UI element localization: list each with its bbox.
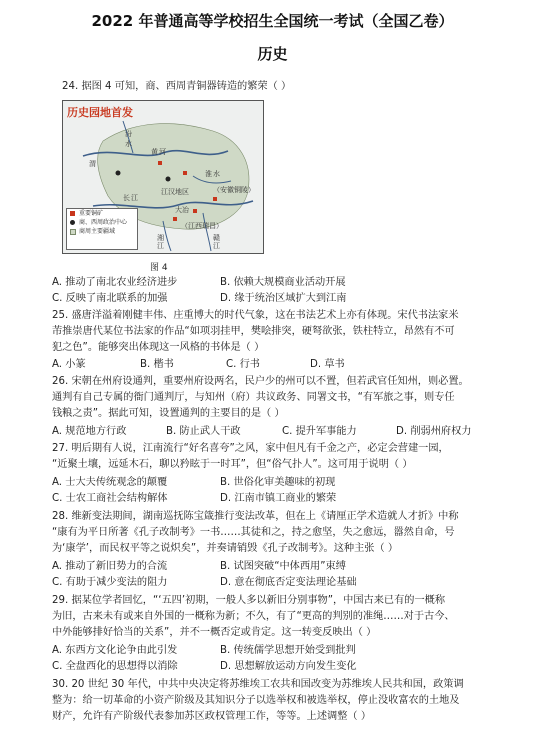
q29-line: 29. 据某位学者回忆，“‘五四’初期，一般人多以新旧分别事物”，中国古来已有的一概称 xyxy=(52,595,446,606)
map-label: 渭 xyxy=(89,160,96,168)
q27-line: 27. 明后期有人说，江南流行“好名喜夸”之风，家中但凡有千金之产，必定会营建一园， xyxy=(52,443,449,454)
q28-line: “康有为平日所著《孔子改制考》一书……其徒和之，持之愈坚，失之愈远，嚣然自命，号 xyxy=(52,527,455,538)
copper-mine-marker xyxy=(158,161,162,165)
q24-option-b: B. 依赖大规模商业活动开展 xyxy=(220,277,346,288)
q24-map xyxy=(62,100,264,254)
q25-line: 芾推崇唐代某位书法家的作品“如项羽挂甲，樊哙排突，硬弩欲张，铁柱特立，昂然有不可 xyxy=(52,326,455,337)
q27-option-d: D. 江南市镇工商业的繁荣 xyxy=(220,493,337,504)
q29-line: 中外能够排好恰当的关系”，并不一概否定或肯定。这一转变反映出（ ） xyxy=(52,627,377,638)
q30-line: 30. 20 世纪 30 年代，中共中央决定将苏维埃工农共和国改变为苏维埃人民共和国，政策调 xyxy=(52,679,464,690)
q24-stem: 24. 据图 4 可知，商、西周青铜器铸造的繁荣（ ） xyxy=(62,81,292,92)
copper-mine-marker xyxy=(183,171,187,175)
q25-line: 犯之色”。能够突出体现这一风格的书体是（ ） xyxy=(52,342,265,353)
q27-option-b: B. 世俗化审美趣味的初现 xyxy=(220,477,336,488)
copper-mine-marker xyxy=(173,217,177,221)
q24-option-a: A. 推动了南北农业经济进步 xyxy=(52,277,178,288)
map-label: 江 xyxy=(213,242,220,250)
territory-symbol xyxy=(70,229,76,235)
map-label: 长 xyxy=(123,194,130,202)
q28-option-a: A. 推动了新旧势力的合流 xyxy=(52,561,168,572)
map-label: 湘 xyxy=(157,234,164,242)
map-label: 江 xyxy=(157,242,164,250)
legend-item: 商、西周政治中心 xyxy=(67,218,137,227)
legend-item: 重要铜矿 xyxy=(67,209,137,218)
political-center-marker xyxy=(116,171,121,176)
q25-line: 25. 盛唐洋溢着刚健丰伟、庄重博大的时代气象，这在书法艺术上亦有体现。宋代书法家米 xyxy=(52,310,459,321)
legend-item: 商周主要疆域 xyxy=(67,227,137,236)
map-label: 大冶 xyxy=(175,206,189,214)
political-center-marker xyxy=(166,177,171,182)
q30-line: 整为：给一切革命的小资产阶级及其知识分子以选举权和被选举权，停止没收富农的土地及 xyxy=(52,695,460,706)
q30-line: 财产，允许有产阶级代表参加苏区政权管理工作，等等。上述调整（ ） xyxy=(52,711,372,722)
q25-option-b: B. 楷书 xyxy=(140,359,174,370)
political-center-symbol xyxy=(70,220,75,225)
q24-option-c: C. 反映了南北联系的加强 xyxy=(52,293,168,304)
map-legend xyxy=(66,208,138,250)
map-label: 江 xyxy=(131,194,138,202)
q26-option-c: C. 提升军事能力 xyxy=(282,426,357,437)
q26-option-b: B. 防止武人干政 xyxy=(166,426,241,437)
q26-line: 通判有自己专属的衙门通判厅，与知州（府）共议政务、同署文书，“有军旅之事，则专任 xyxy=(52,392,455,403)
q25-option-d: D. 草书 xyxy=(310,359,345,370)
q27-line: “近聚土壤，远延木石，聊以矜眩于一时耳”，但“俗气扑人”。这可用于说明（ ） xyxy=(52,459,413,470)
q26-line: 钱粮之责”。据此可知，设置通判的主要目的是（ ） xyxy=(52,408,285,419)
q25-option-c: C. 行书 xyxy=(226,359,260,370)
q28-option-c: C. 有助于减少变法的阻力 xyxy=(52,577,168,588)
subject-heading: 历史 xyxy=(257,45,288,63)
q27-option-a: A. 士大夫传统观念的颠覆 xyxy=(52,477,168,488)
copper-mine-marker xyxy=(193,209,197,213)
map-label: 赣 xyxy=(213,234,220,242)
q29-option-a: A. 东西方文化论争由此引发 xyxy=(52,645,178,656)
map-label: 河 xyxy=(159,148,166,156)
q28-option-d: D. 意在彻底否定变法理论基础 xyxy=(220,577,357,588)
q28-line: 28. 维新变法期间，湖南巡抚陈宝箴推行变法改革，但在上《请厘正学术造就人才折》中称 xyxy=(52,511,459,522)
q28-line: 为‘康学’，而民权平等之说炽矣”，并奏请销毁《孔子改制考》。这种主张（ ） xyxy=(52,543,399,554)
map-label: 江汉地区 xyxy=(161,188,189,196)
q26-line: 26. 宋朝在州府设通判，重要州府设两名，民户少的州可以不置，但若武官任知州，则必置。 xyxy=(52,376,469,387)
q29-option-b: B. 传统儒学思想开始受到批判 xyxy=(220,645,356,656)
q29-option-d: D. 思想解放运动方向发生变化 xyxy=(220,661,357,672)
q29-option-c: C. 全盘西化的思想得以消除 xyxy=(52,661,178,672)
q24-option-d: D. 缘于统治区域扩大到江南 xyxy=(220,293,347,304)
figure-caption: 图 4 xyxy=(150,263,168,273)
exam-title: 2022 年普通高等学校招生全国统一考试（全国乙卷） xyxy=(91,12,454,30)
q26-option-a: A. 规范地方行政 xyxy=(52,426,127,437)
q27-option-c: C. 士农工商社会结构解体 xyxy=(52,493,168,504)
map-label: 淮 xyxy=(205,170,212,178)
q28-option-b: B. 试图突破“中体西用”束缚 xyxy=(220,561,346,572)
q26-option-d: D. 削弱州府权力 xyxy=(396,426,472,437)
copper-mine-symbol xyxy=(70,211,75,216)
q29-line: 为旧，古来未有或来自外国的一概称为新；不久，有了“更高的判别的准绳……对于古今、 xyxy=(52,611,455,622)
copper-mine-marker xyxy=(213,197,217,201)
map-label: （江西瑞昌） xyxy=(181,222,223,230)
map-label: 黄 xyxy=(151,148,158,156)
map-label: 汾 xyxy=(125,130,132,138)
map-label: （安徽铜陵） xyxy=(213,186,255,194)
map-label: 水 xyxy=(213,170,220,178)
q25-option-a: A. 小篆 xyxy=(52,359,86,370)
map-watermark-title: 历史园地首发 xyxy=(67,106,133,119)
map-label: 水 xyxy=(125,140,132,148)
